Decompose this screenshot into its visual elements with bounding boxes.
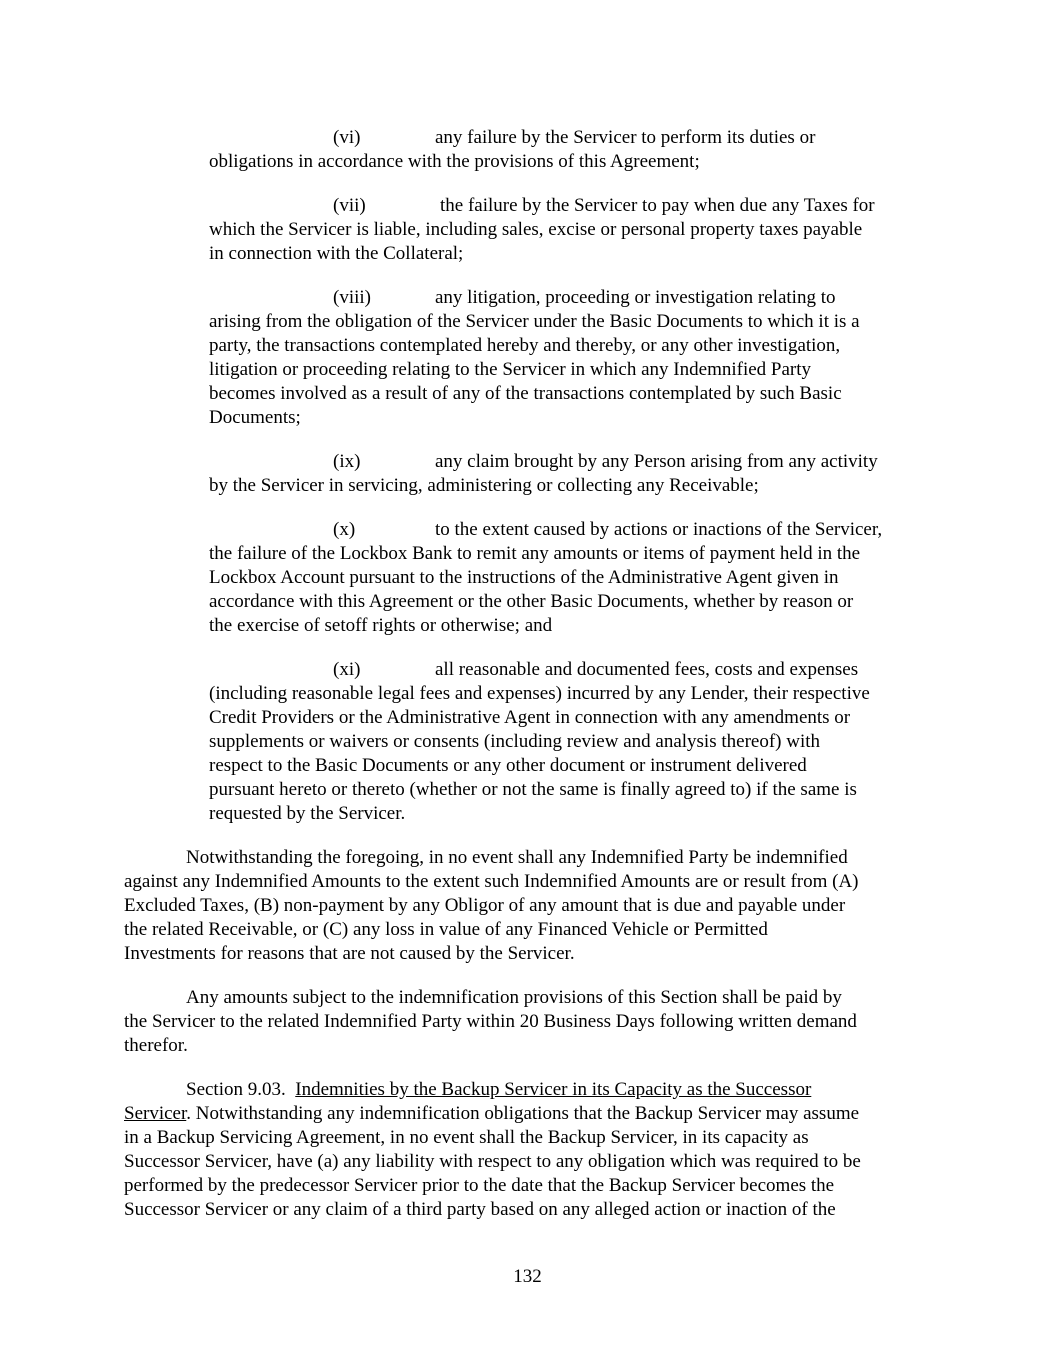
item-marker: (vii) xyxy=(333,195,366,216)
item-line: litigation or proceeding relating to the Servicer in which any Indemnified Party xyxy=(209,359,812,380)
item-marker: (viii) xyxy=(333,287,371,308)
item-line: respect to the Basic Documents or any other document or instrument delivered xyxy=(209,755,807,776)
paragraph-line: against any Indemnified Amounts to the extent such Indemnified Amounts are or result from (A) xyxy=(124,871,859,892)
item-line: pursuant hereto or thereto (whether or not the same is finally agreed to) if the same is xyxy=(209,779,857,800)
item-line: supplements or waivers or consents (including review and analysis thereof) with xyxy=(209,731,821,752)
item-line: Documents; xyxy=(209,407,301,428)
section-heading-line xyxy=(186,1078,811,1102)
item-line: Lockbox Account pursuant to the instructions of the Administrative Agent given in xyxy=(209,567,839,588)
item-marker: (vi) xyxy=(333,127,361,148)
item-line: in connection with the Collateral; xyxy=(209,243,464,264)
paragraph-line: Successor Servicer, have (a) any liability with respect to any obligation which was required to be xyxy=(124,1151,861,1172)
section-heading: Indemnities by the Backup Servicer in its Capacity as the Successor xyxy=(295,1079,812,1100)
section-text: . Notwithstanding any indemnification obligations that the Backup Servicer may assume xyxy=(186,1103,860,1124)
item-first-line: any litigation, proceeding or investigation relating to xyxy=(435,287,836,308)
item-first-line: all reasonable and documented fees, costs and expenses xyxy=(435,659,859,680)
section-heading-line xyxy=(124,1102,859,1126)
paragraph-line: Any amounts subject to the indemnification provisions of this Section shall be paid by xyxy=(186,987,842,1008)
paragraph-line: the Servicer to the related Indemnified Party within 20 Business Days following written demand xyxy=(124,1011,857,1032)
item-line: becomes involved as a result of any of the transactions contemplated by such Basic xyxy=(209,383,842,404)
item-marker: (xi) xyxy=(333,659,361,680)
paragraph-line: therefor. xyxy=(124,1035,188,1056)
paragraph-line: Notwithstanding the foregoing, in no event shall any Indemnified Party be indemnified xyxy=(186,847,848,868)
section-heading-continued: Servicer xyxy=(124,1103,187,1124)
paragraph-line: the related Receivable, or (C) any loss in value of any Financed Vehicle or Permitted xyxy=(124,919,768,940)
item-line: accordance with this Agreement or the other Basic Documents, whether by reason or xyxy=(209,591,854,612)
item-first-line: any claim brought by any Person arising from any activity xyxy=(435,451,878,472)
item-line: arising from the obligation of the Servicer under the Basic Documents to which it is a xyxy=(209,311,860,332)
item-line: requested by the Servicer. xyxy=(209,803,406,824)
paragraph-line: Successor Servicer or any claim of a third party based on any alleged action or inaction of the xyxy=(124,1199,836,1220)
item-line: the exercise of setoff rights or otherwise; and xyxy=(209,615,553,636)
item-line: which the Servicer is liable, including sales, excise or personal property taxes payable xyxy=(209,219,863,240)
item-line: party, the transactions contemplated hereby and thereby, or any other investigation, xyxy=(209,335,841,356)
item-line: (including reasonable legal fees and expenses) incurred by any Lender, their respective xyxy=(209,683,870,704)
paragraph-line: in a Backup Servicing Agreement, in no event shall the Backup Servicer, in its capacity as xyxy=(124,1127,809,1148)
item-marker: (x) xyxy=(333,519,356,540)
page-number: 132 xyxy=(513,1266,542,1287)
item-line: the failure of the Lockbox Bank to remit any amounts or items of payment held in the xyxy=(209,543,861,564)
item-line: Credit Providers or the Administrative Agent in connection with any amendments or xyxy=(209,707,851,728)
paragraph-line: performed by the predecessor Servicer prior to the date that the Backup Servicer becomes the xyxy=(124,1175,835,1196)
item-first-line: any failure by the Servicer to perform its duties or xyxy=(435,127,816,148)
item-marker: (ix) xyxy=(333,451,361,472)
item-line: obligations in accordance with the provisions of this Agreement; xyxy=(209,151,700,172)
section-number: Section 9.03. xyxy=(186,1079,286,1100)
item-first-line: to the extent caused by actions or inactions of the Servicer, xyxy=(435,519,883,540)
paragraph-line: Investments for reasons that are not caused by the Servicer. xyxy=(124,943,575,964)
item-line: by the Servicer in servicing, administering or collecting any Receivable; xyxy=(209,475,759,496)
paragraph-line: Excluded Taxes, (B) non-payment by any Obligor of any amount that is due and payable under xyxy=(124,895,846,916)
item-first-line: the failure by the Servicer to pay when due any Taxes for xyxy=(440,195,875,216)
